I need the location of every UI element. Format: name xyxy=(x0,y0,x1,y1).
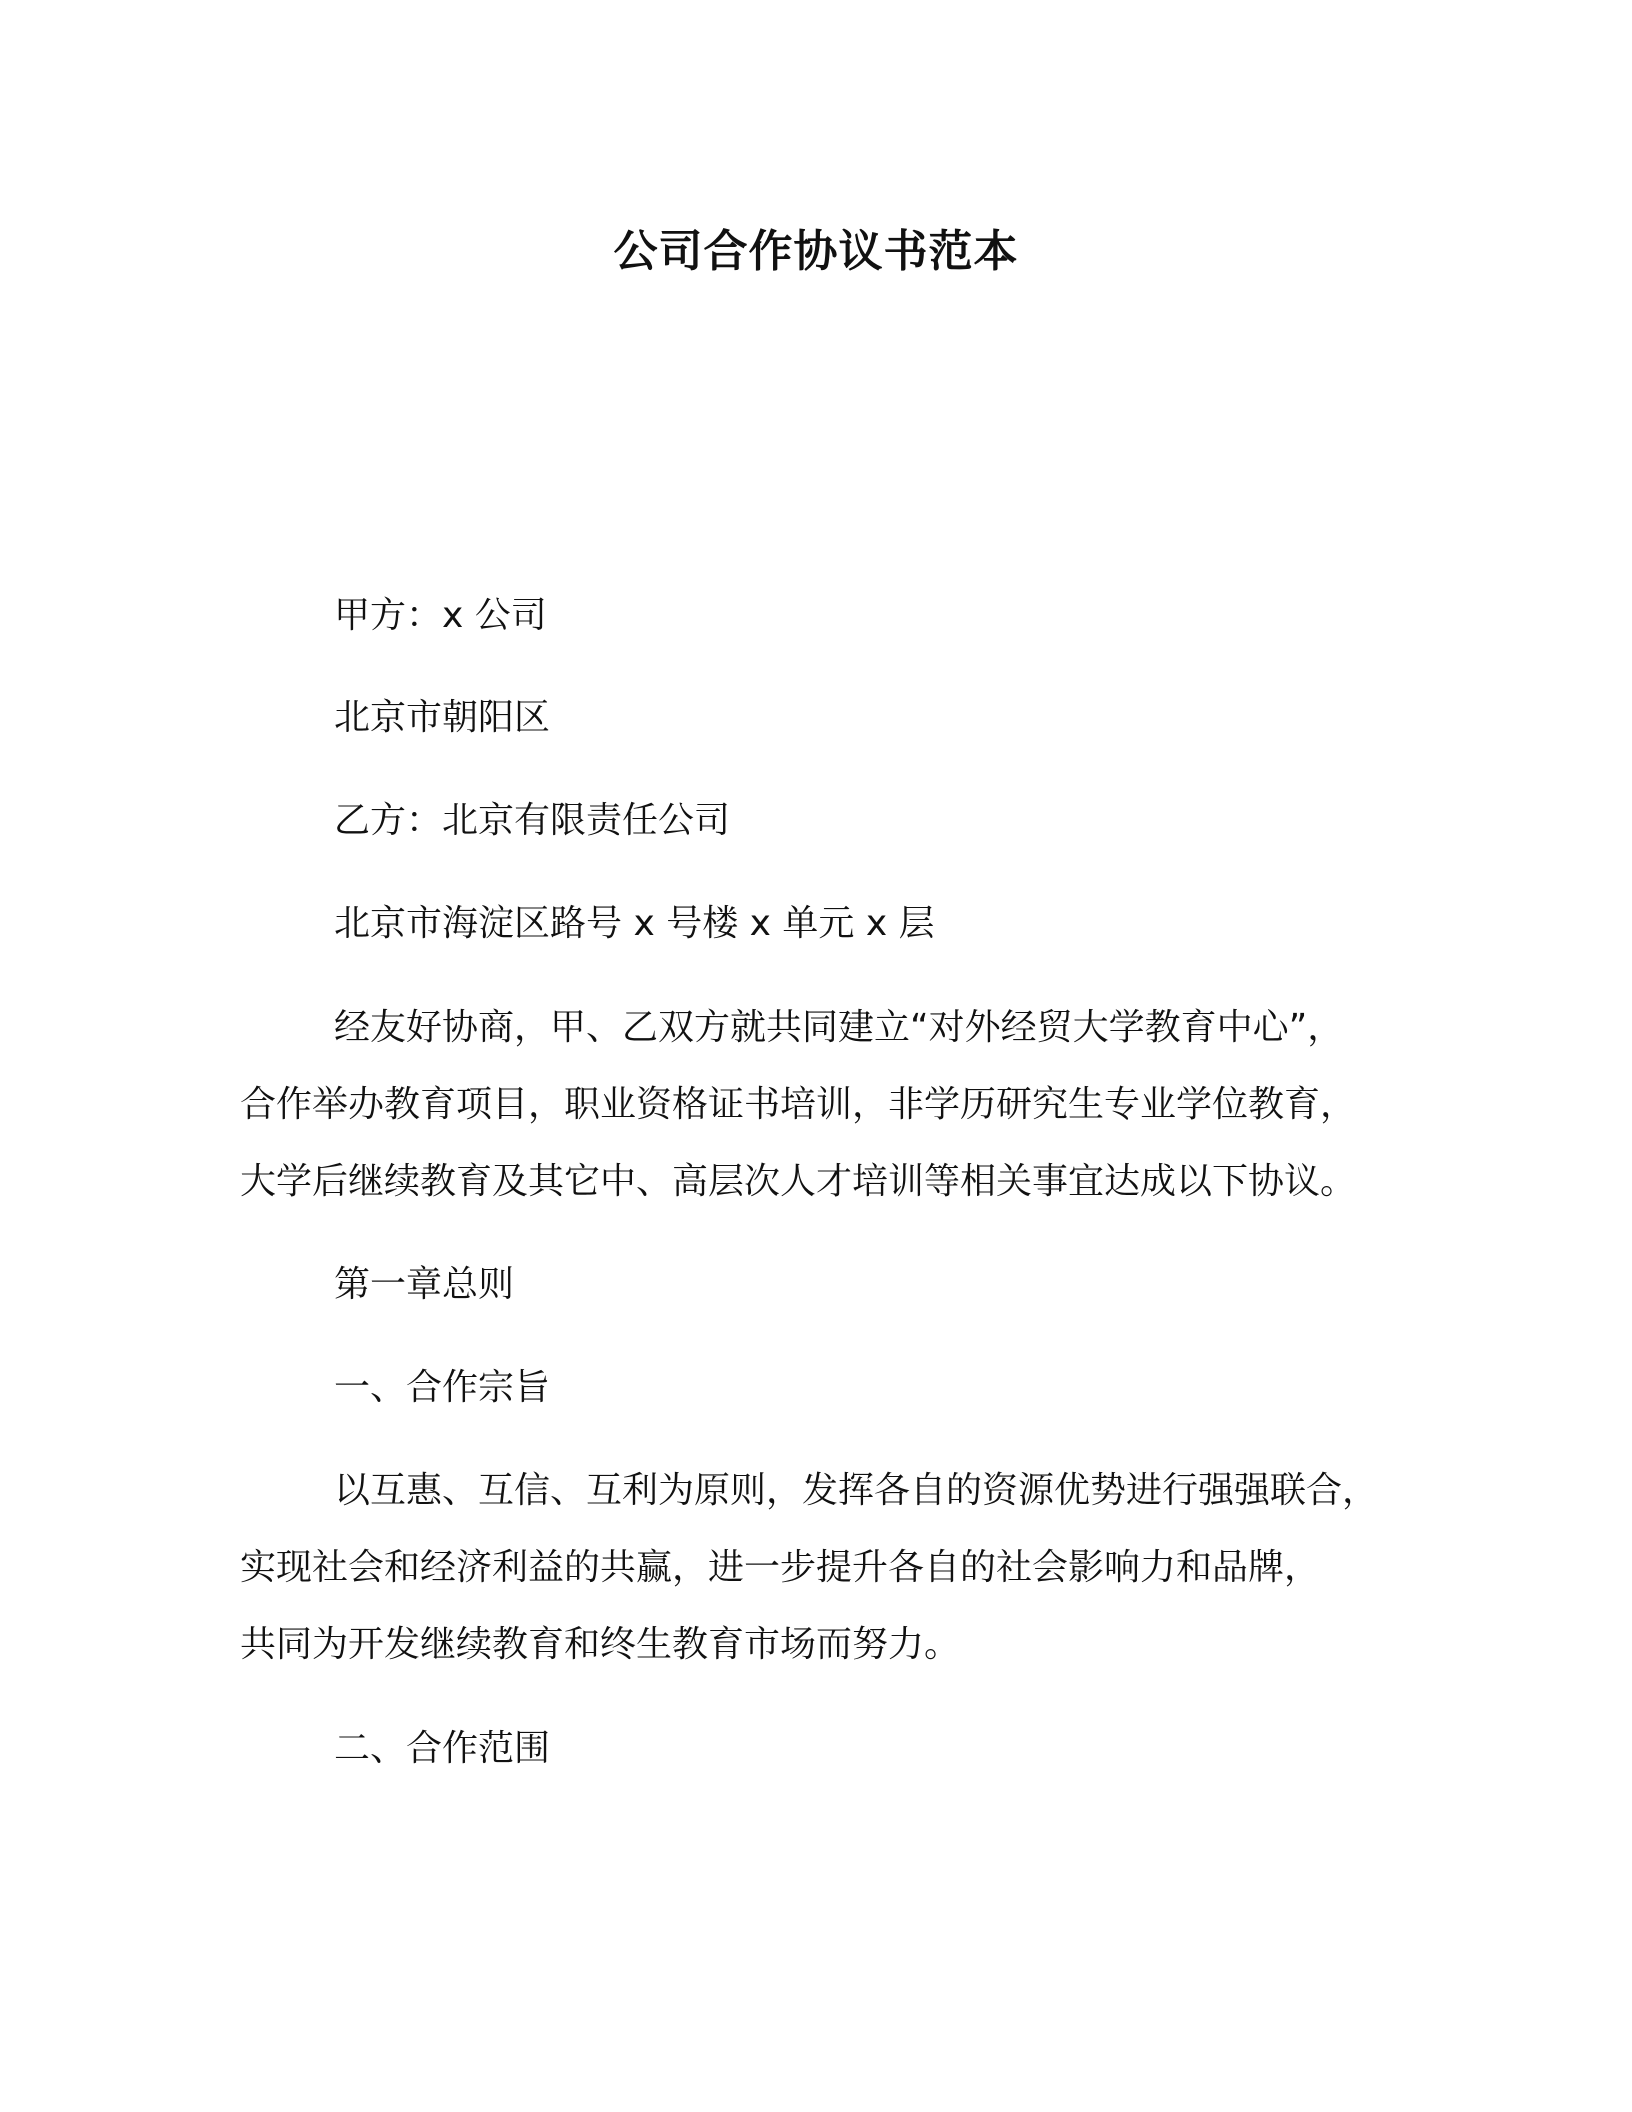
section-1-heading: 一、合作宗旨 xyxy=(334,1367,551,1408)
preamble-line: 经友好协商，甲、乙双方就共同建立“对外经贸大学教育中心”， xyxy=(334,1007,1344,1048)
section-1-line: 共同为开发继续教育和终生教育市场而努力。 xyxy=(240,1624,961,1665)
party-a-line: 甲方：x 公司 xyxy=(334,595,547,636)
preamble-line: 合作举办教育项目，职业资格证书培训，非学历研究生专业学位教育， xyxy=(240,1084,1357,1125)
document-title: 公司合作协议书范本 xyxy=(613,226,1019,277)
preamble-paragraph xyxy=(240,989,1420,1220)
party-b-address: 北京市海淀区路号 x 号楼 x 单元 x 层 xyxy=(334,903,935,944)
preamble-line: 大学后继续教育及其它中、高层次人才培训等相关事宜达成以下协议。 xyxy=(240,1161,1357,1202)
section-1-line: 以互惠、互信、互利为原则，发挥各自的资源优势进行强强联合， xyxy=(334,1470,1379,1511)
section-1-line: 实现社会和经济利益的共赢，进一步提升各自的社会影响力和品牌， xyxy=(240,1547,1321,1588)
party-b-line: 乙方：北京有限责任公司 xyxy=(334,800,731,841)
section-1-paragraph xyxy=(240,1452,1420,1683)
party-a-address: 北京市朝阳区 xyxy=(334,697,551,738)
section-2-heading: 二、合作范围 xyxy=(334,1728,551,1769)
chapter-1-heading: 第一章总则 xyxy=(334,1264,515,1305)
